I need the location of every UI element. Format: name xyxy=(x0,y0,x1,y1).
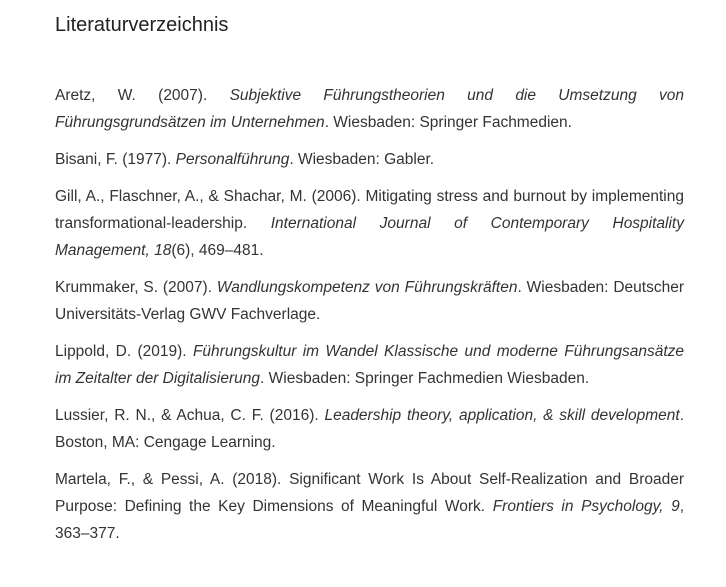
reference-gill xyxy=(55,183,684,264)
reference-title: Subjektive Führungstheorien und die Umsetzung von Führungsgrundsätzen im Unternehmen xyxy=(55,87,684,131)
reference-text: Krummaker, S. (2007). xyxy=(55,279,217,296)
reference-text: Lippold, D. (2019). xyxy=(55,343,193,360)
reference-list xyxy=(55,82,684,547)
reference-title: International Journal of Contemporary Hospitality Management, 18 xyxy=(55,215,684,259)
reference-publisher: . Boston, MA: Cengage Learning. xyxy=(55,407,684,451)
reference-text: Lussier, R. N., & Achua, C. F. (2016). xyxy=(55,407,325,424)
reference-publisher: . Wiesbaden: Gabler. xyxy=(289,151,435,168)
document-page xyxy=(55,12,684,557)
reference-publisher: , 363–377. xyxy=(55,498,685,542)
reference-krummaker xyxy=(55,274,684,328)
reference-title: Führungskultur im Wandel Klassische und moderne Führungsansätze im Zeitalter der Digitalisierung xyxy=(55,343,684,387)
reference-martela xyxy=(55,466,684,547)
reference-publisher: . Wiesbaden: Deutscher Universitäts-Verlag GWV Fachverlage. xyxy=(55,279,684,323)
reference-title: Personalführung xyxy=(175,151,290,168)
reference-text: Gill, A., Flaschner, A., & Shachar, M. (2006). Mitigating stress and burnout by implementing transformational-leadership. xyxy=(55,188,684,232)
reference-publisher: . Wiesbaden: Springer Fachmedien Wiesbaden. xyxy=(260,370,590,387)
reference-text: Martela, F., & Pessi, A. (2018). Significant Work Is About Self-Realization and Broader Purpose: Defining the Key Dimensions of Meaningful Work. xyxy=(55,471,684,515)
reference-aretz xyxy=(55,82,684,136)
reference-text: Aretz, W. (2007). xyxy=(55,87,230,104)
reference-lippold xyxy=(55,338,684,392)
reference-publisher: . Wiesbaden: Springer Fachmedien. xyxy=(324,114,572,131)
reference-bisani xyxy=(55,146,684,173)
reference-title: Leadership theory, application, & skill development xyxy=(324,407,680,424)
reference-title: Frontiers in Psychology, 9 xyxy=(492,498,680,515)
reference-text: Bisani, F. (1977). xyxy=(55,151,176,168)
reference-publisher: (6), 469–481. xyxy=(171,242,264,259)
page-title: Literaturverzeichnis xyxy=(55,14,229,36)
reference-title: Wandlungskompetenz von Führungskräften xyxy=(216,279,518,296)
reference-lussier xyxy=(55,402,684,456)
